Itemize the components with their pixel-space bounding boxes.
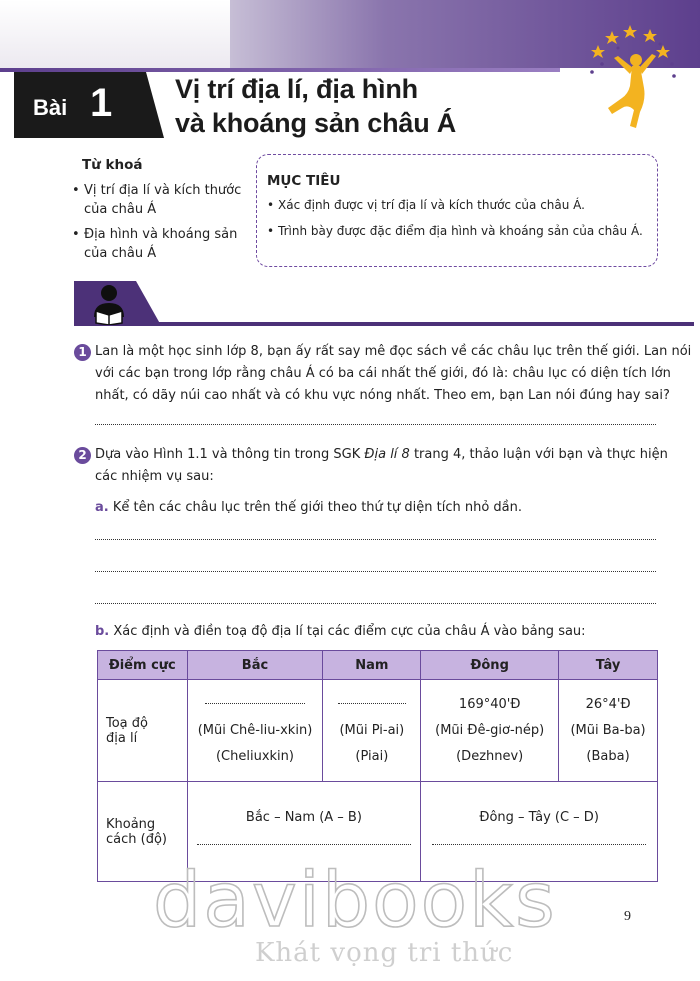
header-cell: Điểm cực (98, 651, 188, 680)
fill-in-blank[interactable] (205, 694, 305, 704)
question-1-line-2: với các bạn trong lớp rằng châu Á có ba cái nhất thế giới, đó là: châu lục có diện tích lớn (95, 366, 671, 381)
task-a (95, 497, 522, 519)
question-2-line-1 (95, 444, 668, 466)
table-header-row (98, 651, 658, 680)
question-2-text: Dựa vào Hình 1.1 và thông tin trong SGK (95, 447, 365, 462)
row-label-line: địa lí (106, 730, 138, 746)
reading-person-icon (84, 283, 134, 325)
watermark-brand: davibooks (153, 855, 557, 944)
east-value: 169°40'Đ (458, 696, 521, 712)
fill-in-blank[interactable] (338, 694, 406, 704)
keyword-item: • Địa hình và khoáng sản của châu Á (72, 225, 247, 263)
answer-line[interactable] (95, 423, 656, 425)
question-2-text: trang 4, thảo luận với bạn và thực hiện (409, 447, 668, 462)
header-cell: Đông (421, 651, 559, 680)
header-cell: Bắc (187, 651, 323, 680)
answer-line[interactable] (95, 570, 656, 572)
fill-in-blank[interactable] (432, 835, 646, 845)
title-underline (0, 68, 560, 72)
east-west-label: Đông – Tây (C – D) (479, 810, 599, 825)
task-a-label: a. (95, 500, 109, 515)
book-title: Địa lí 8 (364, 447, 410, 462)
answer-line[interactable] (95, 538, 656, 540)
objective-item: • Trình bày được đặc điểm địa hình và khoáng sản của châu Á. (267, 224, 647, 238)
watermark-slogan: Khát vọng tri thức (255, 938, 514, 968)
jumping-figure-icon (588, 20, 678, 130)
section-divider (74, 322, 694, 326)
north-cell (187, 680, 323, 782)
answer-line[interactable] (95, 602, 656, 604)
north-south-label: Bắc – Nam (A – B) (245, 810, 362, 825)
row-label-line: cách (độ) (106, 831, 167, 847)
west-value: 26°4'Đ (585, 696, 631, 712)
west-place: (Mũi Ba-ba) (570, 722, 646, 738)
row-label (98, 680, 188, 782)
lesson-label: Bài (33, 95, 68, 120)
row-label-line: Toạ độ (106, 715, 148, 731)
keywords-box (72, 157, 247, 269)
extreme-points-table (97, 650, 658, 882)
south-place: (Mũi Pi-ai) (339, 722, 405, 738)
north-latin: (Cheliuxkin) (215, 748, 294, 764)
east-place: (Mũi Đê-giơ-nép) (435, 722, 545, 738)
task-b-label: b. (95, 624, 110, 639)
south-cell (323, 680, 421, 782)
question-1-number: 1 (74, 344, 91, 361)
task-b-text: Xác định và điền toạ độ địa lí tại các điểm cực của châu Á vào bảng sau: (113, 624, 586, 639)
lesson-number: 1 (90, 81, 113, 125)
keyword-item: • Vị trí địa lí và kích thước của châu Á (72, 181, 247, 219)
objective-item: • Xác định được vị trí địa lí và kích thước của châu Á. (267, 198, 647, 212)
question-1-line-1: Lan là một học sinh lớp 8, bạn ấy rất say mê đọc sách về các châu lục trên thế giới. Lan nói (95, 344, 692, 359)
keywords-heading: Từ khoá (82, 157, 143, 173)
fill-in-blank[interactable] (197, 835, 411, 845)
top-banner-fade (0, 0, 230, 68)
page-number: 9 (624, 909, 631, 924)
task-a-text: Kể tên các châu lục trên thế giới theo thứ tự diện tích nhỏ dần. (112, 500, 522, 515)
south-latin: (Piai) (355, 748, 389, 764)
header-cell: Nam (323, 651, 421, 680)
table-row (98, 680, 658, 782)
west-latin: (Baba) (586, 748, 630, 764)
question-2-number: 2 (74, 447, 91, 464)
lesson-title-line-1: Vị trí địa lí, địa hình (175, 74, 418, 104)
header-cell: Tây (559, 651, 658, 680)
objectives-box (256, 154, 658, 267)
objectives-heading: MỤC TIÊU (267, 173, 341, 189)
lesson-title-line-2: và khoáng sản châu Á (175, 108, 457, 138)
east-latin: (Dezhnev) (456, 748, 524, 764)
row-label-line: Khoảng (106, 816, 156, 832)
north-place: (Mũi Chê-liu-xkin) (197, 722, 313, 738)
task-b (95, 621, 586, 643)
west-cell (559, 680, 658, 782)
question-1-line-3: nhất, có dãy núi cao nhất và có khu vực nóng nhất. Theo em, bạn Lan nói đúng hay sai? (95, 388, 670, 403)
question-2-line-2: các nhiệm vụ sau: (95, 469, 214, 484)
east-cell (421, 680, 559, 782)
section-tab (74, 281, 694, 325)
